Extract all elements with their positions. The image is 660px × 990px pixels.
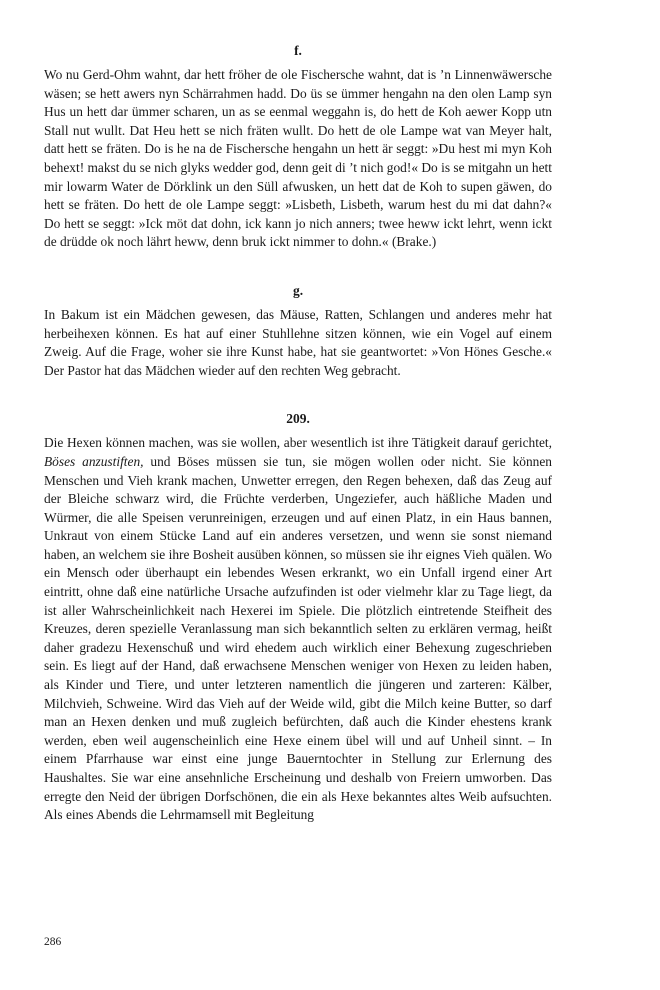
section-paragraph: In Bakum ist ein Mädchen gewesen, das Mäuse, Ratten, Schlangen und anderes mehr hat herbeihexen können. Es hat auf einer Stuhllehne sitzen können, wie ein Vogel auf einem Zweig. Auf die Frage, woher sie ihre Kunst habe, hat sie geantwortet: »Von Hönes Gesche.« Der Pastor hat das Mädchen wieder auf den rechten Weg gebracht. <box>44 306 552 378</box>
page-number: 286 <box>44 936 62 948</box>
section-heading: g. <box>292 282 304 298</box>
section-heading: f. <box>294 43 302 58</box>
section-g <box>44 282 552 380</box>
emphasized-phrase: Böses anzustiften, <box>44 453 144 469</box>
paragraph-text-start: Die Hexen können machen, was sie wollen, aber wesentlich ist ihre Tätigkeit darauf gerichtet, <box>44 435 552 451</box>
section-209 <box>44 410 552 824</box>
section-f <box>44 42 552 252</box>
section-paragraph: Wo nu Gerd-Ohm wahnt, dar hett fröher de ole Fischersche wahnt, dat is ’n Linnenwäwersche wäsen; se hett awers nyn Schärrahmen hadd. Do üs se ümmer hengahn na den olen Lamp syn Hus un hett dar ümmer scharen, un as se eenmal weggahn is, do hett de Koh aewer Kopp utn Stall nut wullt. Dat Heu hett se nich fräten wullt. Do hett de ole Lampe wat van Meyer halt, datt hett se fräten. Do is he na de Fischersche hengahn un hett är seggt: »Du hest mi myn Koh behext! makst du se nich glyks wedder god, denn geit di ’t nich god!« Do is se mitgahn un hett mir lowarm Water de Dörklink un den Süll afwusken, un hett dat de Koh to supen gäwen, do hett se fräten. Do hett de ole Lampe seggt: »Lisbeth, Lisbeth, warum hest du mi dat dahn?« Do hett se seggt: »Ick möt dat dohn, ick kann jo nich anners; twee heww ickt lehrt, wenn ickt de drüdde ok noch lährt heww, denn bruk ickt nimmer to dohn.« (Brake.) <box>44 67 552 250</box>
section-paragraph <box>44 434 552 824</box>
paragraph-text-rest: und Böses müssen sie tun, sie mögen wollen oder nicht. Sie können Menschen und Vieh krank machen, Unwetter erregen, den Regen behexen, daß das Zeug auf der Bleiche schwarz wird, die Früchte verderben, Ungeziefer, auch häßliche Maden und Würmer, die alle Speisen verunreinigen, erzeugen und auf einen Platz, in ein Haus bannen, Unkraut von einem Stücke Land auf ein anderes versetzen, und wenn sie sonst niemand haben, an welchem sie ihre Bosheit ausüben können, so müssen sie ihr eignes Vieh quälen. Wo ein Mensch oder überhaupt ein lebendes Wesen erkrankt, wo ein Unfall irgend einer Art eintritt, ohne daß eine natürliche Ursache aufzufinden ist oder vielmehr klar zu Tage liegt, da ist aller Wahrscheinlichkeit nach Hexerei im Spiele. Die plötzlich eintretende Steifheit des Kreuzes, deren spezielle Veranlassung man sich bekanntlich selten zu erklären vermag, heißt daher gradezu Hexenschuß und wird ehedem auch wirklich einer Behexung zugeschrieben sein. Es liegt auf der Hand, daß erwachsene Menschen weniger von Hexen zu leiden haben, als Kinder und Tiere, und unter letzteren namentlich die jüngeren und zarteren: Kälber, Milchvieh, Schweine. Wird das Vieh auf der Weide wild, gibt die Milch keine Butter, so darf man an Hexen denken und muß zugleich befürchten, daß auch die Kinder ehestens krank werden, eben weil augenscheinlich eine Hexe einem übel will und auf Unheil sinnt. – In einem Pfarrhause war einst eine junge Bauerntochter in Stellung zur Erlernung des Haushaltes. Sie war eine ansehnliche Erscheinung und deshalb von Freiern umworben. Das erregte den Neid der übrigen Dorfschönen, die ein als Hexe bekanntes altes Weib aufsuchten. Als eines Abends die Lehrmamsell mit Begleitung <box>44 453 553 823</box>
section-heading: 209. <box>286 411 310 427</box>
